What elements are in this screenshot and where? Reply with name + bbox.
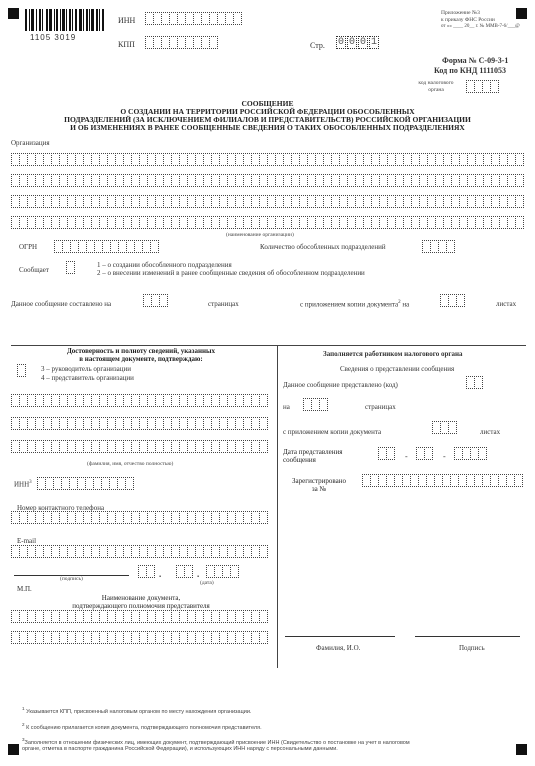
officer-attachment-cells[interactable]	[432, 421, 456, 434]
cell-row[interactable]	[11, 153, 523, 166]
cell-row[interactable]	[11, 216, 523, 229]
registration-number-cells[interactable]	[362, 474, 522, 487]
signer-role-2: 4 – представитель организации	[41, 374, 134, 382]
kpp-label: КПП	[118, 40, 135, 49]
phone-cells[interactable]	[11, 511, 267, 524]
submission-info-label: Сведения о представлении сообщения	[340, 365, 455, 373]
signer-role-cell[interactable]	[17, 364, 25, 377]
attachment-sheets-cells[interactable]	[440, 294, 464, 307]
on-label: на	[283, 403, 290, 411]
sheets-word: листах	[496, 300, 517, 308]
cell-row[interactable]	[11, 394, 267, 407]
officer-pages-word: страницах	[365, 403, 396, 411]
reports-label: Сообщает	[19, 266, 49, 274]
cell-row[interactable]	[11, 195, 523, 208]
sign-year-cells[interactable]	[206, 565, 238, 578]
section-divider	[11, 345, 526, 346]
inn-label: ИНН	[118, 16, 136, 25]
sign-month-cells[interactable]	[176, 565, 192, 578]
subdivisions-count-cells[interactable]	[422, 240, 454, 253]
organization-label: Организация	[11, 139, 50, 147]
appendix-line2: к приказу ФНС России	[441, 17, 495, 23]
date-dot-1: .	[159, 569, 162, 579]
page-label: Стр.	[310, 41, 325, 50]
attachment-prefix: с приложением копии документа$^2$ на	[300, 300, 410, 309]
barcode	[25, 9, 104, 31]
submission-date-dash-1: -	[405, 452, 408, 461]
date-caption: (дата)	[200, 580, 214, 586]
officer-fio-caption: Фамилия, И.О.	[316, 644, 361, 652]
organization-name-caption: (наименование организации)	[226, 232, 294, 238]
submission-year-cells[interactable]	[454, 447, 486, 460]
submission-date-label: Дата представления сообщения	[283, 448, 343, 464]
pages-count-cells[interactable]	[143, 294, 167, 307]
fio-caption: (фамилия, имя, отчество полностью)	[87, 461, 174, 467]
appendix-line3: от «» ____ 20__ г. № ММВ-7-6/___@	[441, 24, 520, 29]
signer-inn-label: ИНН$^3$	[14, 480, 32, 489]
ogrn-label: ОГРН	[19, 243, 38, 251]
tax-authority-code-cells[interactable]	[466, 80, 498, 93]
cell-row[interactable]	[11, 610, 267, 623]
footnote-3: $^3$Заполняется в отношении физических лиц, имеющих документ, подтверждающий присвоение ИНН (Свидетельство о постановке на учет в налоговом	[22, 736, 410, 746]
ogrn-cells[interactable]	[54, 240, 158, 253]
date-dot-2: .	[197, 569, 200, 579]
corner-marker-top-right	[516, 8, 527, 19]
appendix-line1: Приложение №3	[441, 10, 480, 16]
cell-row[interactable]	[11, 631, 267, 644]
cell-row[interactable]	[11, 440, 267, 453]
submission-day-cells[interactable]	[378, 447, 394, 460]
corner-marker-bottom-right	[516, 744, 527, 755]
corner-marker-top-left	[8, 8, 19, 19]
officer-pages-cells[interactable]	[303, 398, 327, 411]
email-label: E-mail	[17, 537, 37, 545]
subdivisions-count-label: Количество обособленных подразделений	[260, 243, 386, 251]
cell-row[interactable]	[11, 174, 523, 187]
email-cells[interactable]	[11, 545, 267, 558]
registered-label: Зарегистрировано за №	[292, 477, 346, 493]
officer-signature-line	[415, 636, 520, 637]
page-number: 0 0 0 1	[337, 37, 377, 48]
signer-inn-cells[interactable]	[37, 477, 133, 490]
submission-date-dash-2: -	[443, 452, 446, 461]
footnote-1: $^1$ Указывается КПП, присвоенный налоговым органом по месту нахождения организации.	[22, 706, 252, 715]
corner-marker-bottom-left	[8, 744, 19, 755]
officer-name-line	[285, 636, 395, 637]
column-divider	[277, 345, 278, 668]
report-type-cell[interactable]	[66, 261, 74, 274]
cell-row[interactable]	[11, 417, 267, 430]
officer-sheets-word: листах	[480, 428, 501, 436]
pages-prefix: Данное сообщение составлено на	[11, 300, 112, 308]
report-option-2: 2 – о внесении изменений в ранее сообщенные сведения об обособленном подразделении	[97, 269, 365, 277]
barcode-number: 1105 3019	[30, 33, 77, 42]
inn-cells[interactable]	[145, 12, 241, 25]
submission-month-cells[interactable]	[416, 447, 432, 460]
kpp-cells[interactable]	[145, 36, 217, 49]
confirmation-heading: Достоверность и полноту сведений, указанных в настоящем документе, подтверждаю:	[66, 347, 215, 363]
signer-role-1: 3 – руководитель организации	[41, 365, 131, 373]
footnote-3-continued: органе, отметка в паспорте гражданина Российской Федерации), и использующих ИНН наряду с персональными данными.	[22, 746, 338, 753]
officer-attachment-label: с приложением копии документа	[283, 428, 382, 436]
tax-authority-code-label: код налогового органа	[418, 80, 454, 93]
tax-officer-heading: Заполняется работником налогового органа	[323, 350, 463, 358]
knd-code: Код по КНД 1111053	[434, 66, 507, 75]
presented-code-label: Данное сообщение представлено (код)	[283, 381, 398, 389]
signature-caption: (подпись)	[60, 576, 83, 582]
stamp-label: М.П.	[17, 585, 32, 593]
form-number: Форма № С-09-3-1	[442, 56, 509, 65]
form-title: СООБЩЕНИЕ О СОЗДАНИИ НА ТЕРРИТОРИИ РОССИЙСКОЙ ФЕДЕРАЦИИ ОБОСОБЛЕННЫХ ПОДРАЗДЕЛЕНИЙ (ЗА ИСКЛЮЧЕНИЕМ ФИЛИАЛОВ И ПРЕДСТАВИТЕЛЬСТВ) РОССИЙСКОЙ ОРГАНИЗАЦИИ И ОБ ИЗМЕНЕНИЯХ В РАНЕЕ СООБЩЕННЫЕ СВЕДЕНИЯ О ТАКИХ ОБОСОБЛЕННЫХ ПОДРАЗДЕЛЕНИЯХ	[64, 99, 471, 132]
report-option-1: 1 – о создании обособленного подразделения	[97, 261, 232, 269]
sign-day-cells[interactable]	[138, 565, 154, 578]
pages-word: страницах	[208, 300, 239, 308]
officer-signature-caption: Подпись	[459, 644, 485, 652]
authority-document-label: Наименование документа, подтверждающего полномочия представителя	[72, 594, 210, 610]
footnote-2: $^2$ К сообщению прилагается копия документа, подтверждающего полномочия представителя.	[22, 721, 262, 731]
footnotes	[22, 705, 502, 753]
presented-code-cells[interactable]	[466, 376, 482, 389]
phone-label: Номер контактного телефона	[17, 504, 105, 512]
